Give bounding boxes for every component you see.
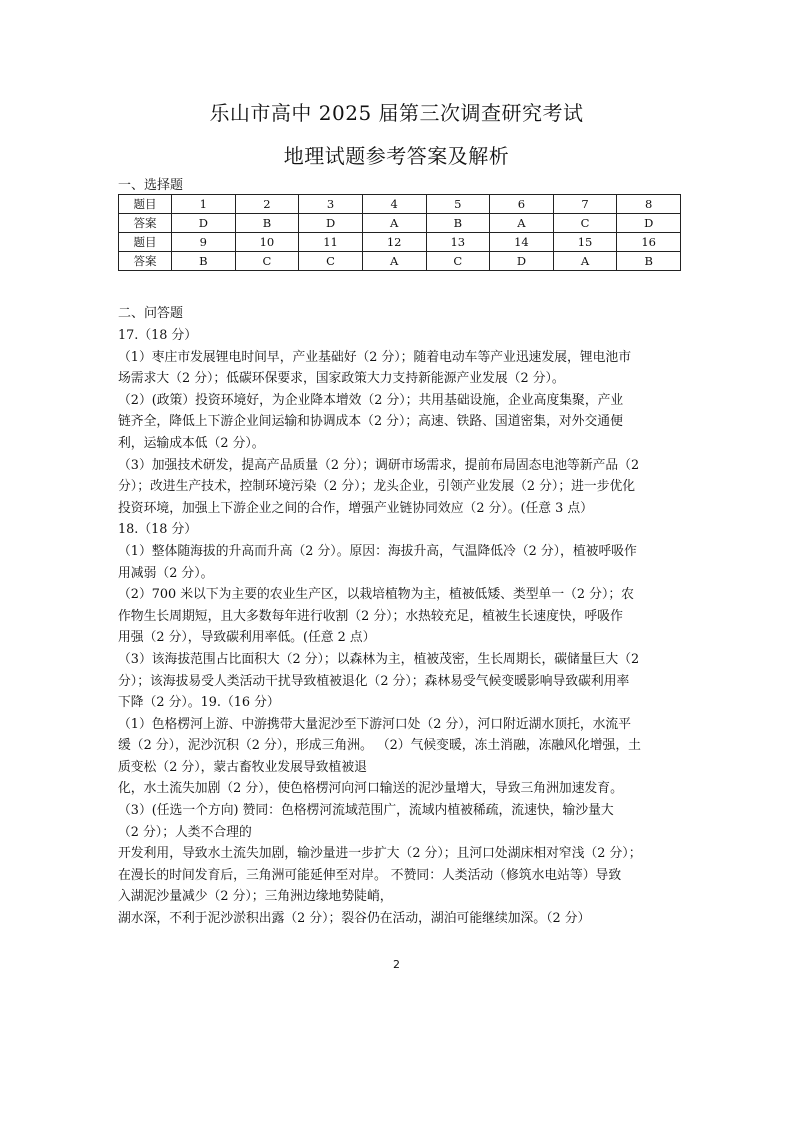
text-line: 链齐全，降低上下游企业间运输和协调成本（2 分）；高速、铁路、国道密集，对外交通便 bbox=[118, 414, 623, 430]
table-cell: C bbox=[553, 214, 617, 233]
table-cell: 6 bbox=[490, 195, 554, 214]
table-cell: D bbox=[490, 252, 554, 271]
table-row bbox=[119, 214, 681, 233]
text-line: （1）色格楞河上游、中游携带大量泥沙至下游河口处（2 分），河口附近湖水顶托，水流平 bbox=[118, 716, 632, 732]
table-cell: 5 bbox=[426, 195, 490, 214]
text-line: 开发利用，导致水土流失加剧，输沙量进一步扩大（2 分）；且河口处湖床相对窄浅（2 分）； bbox=[118, 846, 642, 862]
table-cell: A bbox=[362, 214, 426, 233]
table-cell: C bbox=[426, 252, 490, 271]
text-line: 18.（18 分） bbox=[118, 522, 198, 538]
text-line: （3）加强技术研发，提高产品质量（2 分）；调研市场需求，提前布局固态电池等新产品（2 bbox=[118, 457, 640, 473]
document-subtitle: 地理试题参考答案及解析 bbox=[283, 144, 510, 168]
table-cell: 4 bbox=[362, 195, 426, 214]
text-line: 质变松（2 分），蒙古畜牧业发展导致植被退 bbox=[118, 759, 367, 775]
table-row-header: 答案 bbox=[119, 252, 172, 271]
table-cell: 2 bbox=[235, 195, 299, 214]
table-cell: D bbox=[617, 214, 681, 233]
table-cell: B bbox=[235, 214, 299, 233]
table-cell: 3 bbox=[299, 195, 363, 214]
table-cell: A bbox=[490, 214, 554, 233]
text-line: 化，水土流失加剧（2 分），使色格楞河向河口输送的泥沙量增大，导致三角洲加速发育。 bbox=[118, 781, 623, 797]
text-line: 用减弱（2 分）。 bbox=[118, 565, 214, 581]
table-cell: 16 bbox=[617, 233, 681, 252]
table-cell: 1 bbox=[172, 195, 236, 214]
table-cell: 9 bbox=[172, 233, 236, 252]
table-cell: C bbox=[235, 252, 299, 271]
text-line: （2）(政策）投资环境好，为企业降本增效（2 分）；共用基础设施，企业高度集聚，产业 bbox=[118, 392, 624, 408]
table-cell: 15 bbox=[553, 233, 617, 252]
text-line: 分）；该海拔易受人类活动干扰导致植被退化（2 分）；森林易受气候变暖影响导致碳利用率 bbox=[118, 673, 630, 689]
table-row bbox=[119, 195, 681, 214]
table-row bbox=[119, 252, 681, 271]
page-number: 2 bbox=[393, 958, 400, 971]
answer-table bbox=[118, 194, 681, 271]
document-title: 乐山市高中 2025 届第三次调查研究考试 bbox=[209, 101, 584, 125]
table-cell: 13 bbox=[426, 233, 490, 252]
table-cell: 12 bbox=[362, 233, 426, 252]
table-cell: 8 bbox=[617, 195, 681, 214]
table-row bbox=[119, 233, 681, 252]
table-row-header: 答案 bbox=[119, 214, 172, 233]
section-heading-choice: 一、选择题 bbox=[118, 178, 184, 193]
table-cell: B bbox=[426, 214, 490, 233]
text-line: （1）整体随海拔的升高而升高（2 分）。原因：海拔升高，气温降低冷（2 分），植被呼吸作 bbox=[118, 543, 637, 559]
text-line: 作物生长周期短，且大多数每年进行收割（2 分）；水热较充足，植被生长速度快，呼吸作 bbox=[118, 608, 623, 624]
text-line: （3）(任选一个方向) 赞同：色格楞河流域范围广，流域内植被稀疏，流速快，输沙量大 bbox=[118, 803, 614, 819]
table-cell: C bbox=[299, 252, 363, 271]
table-cell: 10 bbox=[235, 233, 299, 252]
table-cell: 14 bbox=[490, 233, 554, 252]
table-cell: A bbox=[362, 252, 426, 271]
table-cell: B bbox=[617, 252, 681, 271]
text-line: 缓（2 分），泥沙沉积（2 分），形成三角洲。 （2）气候变暖，冻土消融，冻融风化增强，土 bbox=[118, 738, 641, 754]
text-line: 在漫长的时间发育后，三角洲可能延伸至对岸。 不赞同：人类活动（修筑水电站等）导致 bbox=[118, 867, 622, 883]
section-heading-questions: 二、问答题 bbox=[118, 306, 184, 321]
text-line: 投资环境，加强上下游企业之间的合作，增强产业链协同效应（2 分）。(任意 3 点） bbox=[118, 500, 593, 516]
text-line: （1）枣庄市发展锂电时间早，产业基础好（2 分）；随着电动车等产业迅速发展，锂电池市 bbox=[118, 349, 632, 365]
text-line: （3）该海拔范围占比面积大（2 分）；以森林为主，植被茂密，生长周期长，碳储量巨大（2 bbox=[118, 651, 640, 667]
text-line: （2 分）；人类不合理的 bbox=[118, 824, 252, 840]
text-line: 利，运输成本低（2 分）。 bbox=[118, 435, 265, 451]
table-row-header: 题目 bbox=[119, 233, 172, 252]
text-line: （2）700 米以下为主要的农业生产区，以栽培植物为主，植被低矮、类型单一（2 分）；农 bbox=[118, 587, 634, 603]
text-line: 场需求大（2 分）；低碳环保要求，国家政策大力支持新能源产业发展（2 分）。 bbox=[118, 371, 565, 387]
table-row-header: 题目 bbox=[119, 195, 172, 214]
table-cell: A bbox=[553, 252, 617, 271]
text-line: 用强（2 分），导致碳利用率低。(任意 2 点） bbox=[118, 630, 376, 646]
text-line: 湖水深，不利于泥沙淤积出露（2 分）；裂谷仍在活动，湖泊可能继续加深。（2 分） bbox=[118, 911, 591, 927]
text-line: 入湖泥沙量减少（2 分）；三角洲边缘地势陡峭， bbox=[118, 889, 393, 905]
table-cell: D bbox=[172, 214, 236, 233]
table-cell: 7 bbox=[553, 195, 617, 214]
text-line: 分）；改进生产技术，控制环境污染（2 分）；龙头企业，引领产业发展（2 分）；进一步优化 bbox=[118, 479, 636, 495]
text-line: 17.（18 分） bbox=[118, 328, 198, 343]
table-cell: D bbox=[299, 214, 363, 233]
answer-body bbox=[118, 325, 682, 930]
text-line: 下降（2 分）。19.（16 分） bbox=[118, 695, 280, 711]
table-cell: B bbox=[172, 252, 236, 271]
table-cell: 11 bbox=[299, 233, 363, 252]
